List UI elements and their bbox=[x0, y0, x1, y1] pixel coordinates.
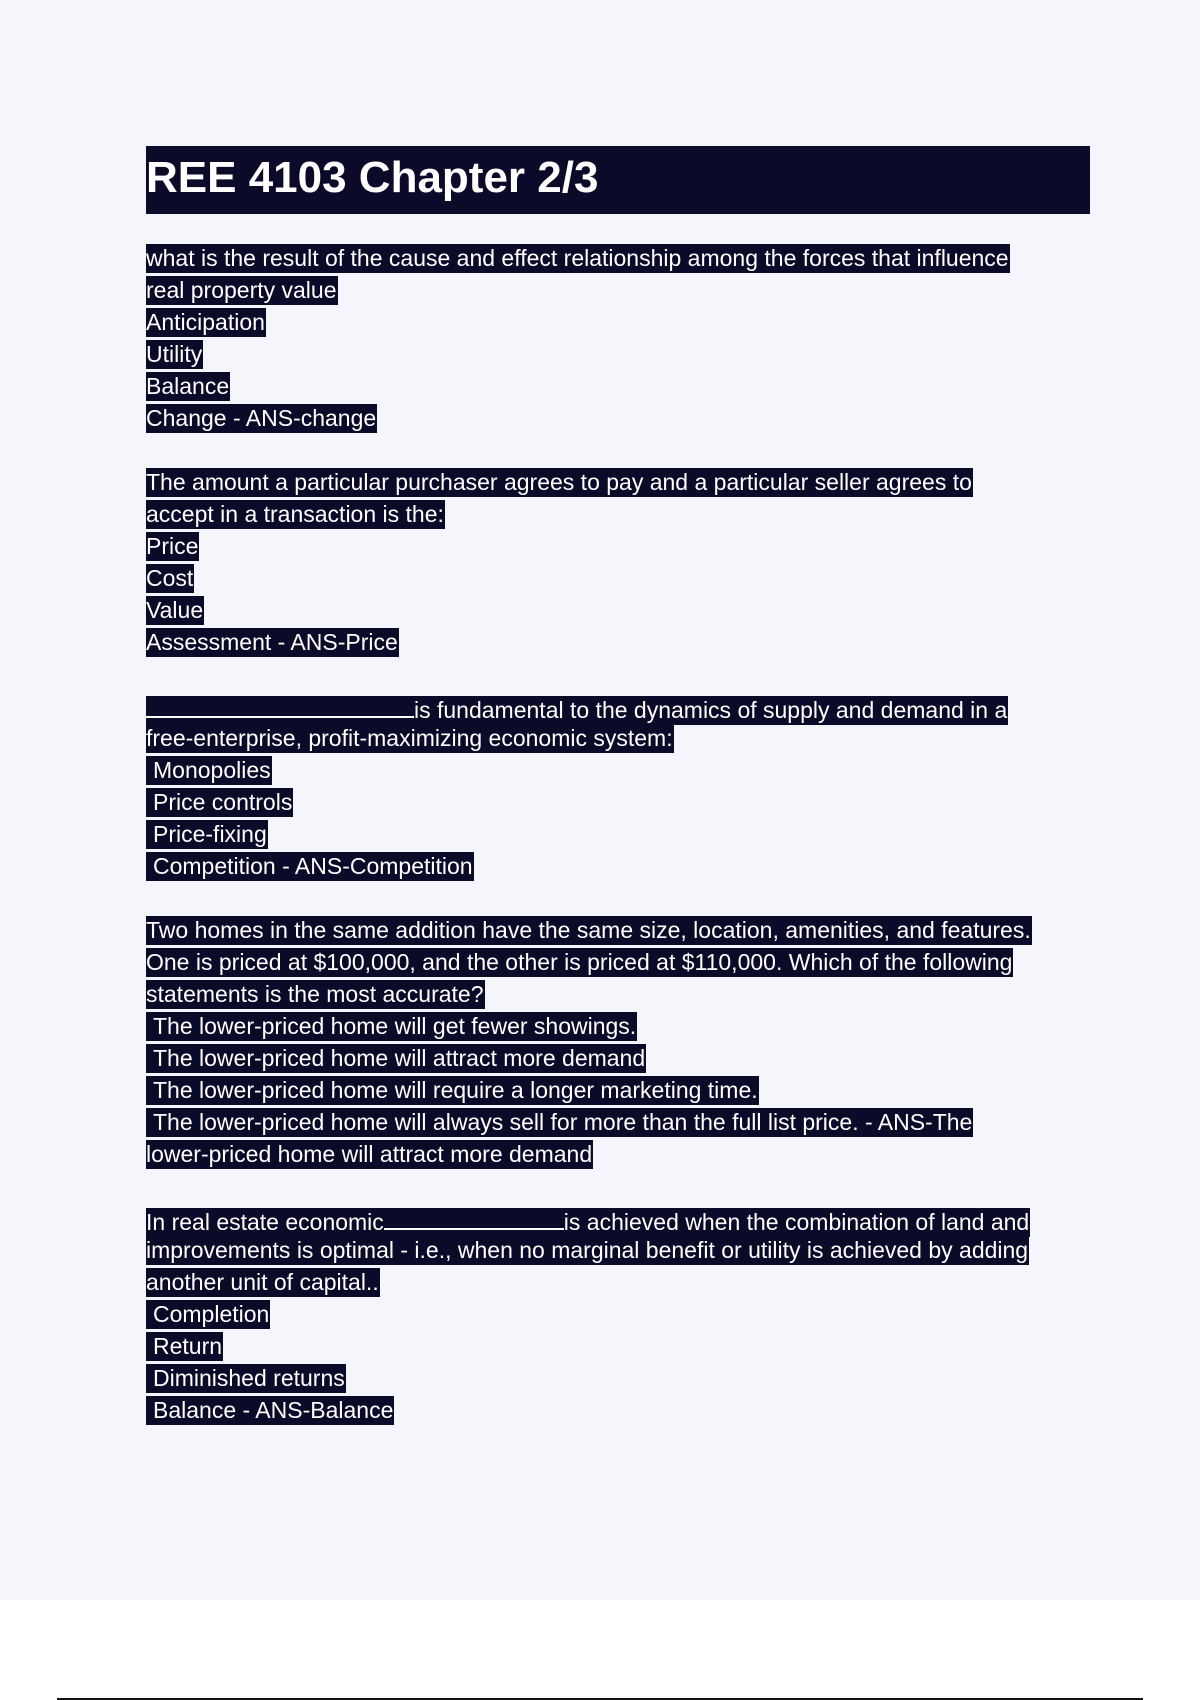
answer-option-with-answer: Change - ANS-change bbox=[146, 405, 377, 431]
question-block bbox=[146, 242, 1106, 434]
question-block bbox=[146, 1202, 1106, 1426]
answer-option: Diminished returns bbox=[146, 1364, 346, 1393]
question-block bbox=[146, 914, 1106, 1170]
question-text-line: accept in a transaction is the: bbox=[146, 501, 444, 527]
fill-in-blank bbox=[384, 1202, 564, 1230]
page-footer bbox=[0, 1600, 1200, 1700]
answer-option: Price bbox=[146, 533, 199, 559]
answer-option: Monopolies bbox=[146, 756, 272, 785]
answer-option: Completion bbox=[146, 1300, 270, 1329]
question-text-line: another unit of capital.. bbox=[146, 1269, 379, 1295]
question-text-line: what is the result of the cause and effect relationship among the forces that influence bbox=[146, 245, 1009, 271]
fill-in-blank bbox=[146, 690, 414, 718]
question-text-line: Two homes in the same addition have the same size, location, amenities, and features. bbox=[146, 917, 1031, 943]
question-text-after-blank: is fundamental to the dynamics of supply and demand in a bbox=[414, 697, 1008, 723]
answer-option-with-answer: Assessment - ANS-Price bbox=[146, 629, 398, 655]
question-text-before-blank: In real estate economic bbox=[146, 1209, 384, 1235]
answer-option: Cost bbox=[146, 565, 194, 591]
answer-option: Balance bbox=[146, 373, 230, 399]
answer-option-with-answer: The lower-priced home will always sell for more than the full list price. - ANS-The bbox=[146, 1108, 973, 1137]
answer-option: The lower-priced home will attract more demand bbox=[146, 1044, 646, 1073]
answer-option-with-answer: Balance - ANS-Balance bbox=[146, 1396, 394, 1425]
question-text-line bbox=[146, 696, 1008, 725]
answer-option: Value bbox=[146, 597, 204, 623]
document-title-bar bbox=[146, 146, 1090, 214]
question-text-line: statements is the most accurate? bbox=[146, 981, 484, 1007]
answer-option: Return bbox=[146, 1332, 223, 1361]
question-block bbox=[146, 690, 1106, 882]
answer-option: The lower-priced home will require a longer marketing time. bbox=[146, 1076, 759, 1105]
question-text-line: One is priced at $100,000, and the other is priced at $110,000. Which of the following bbox=[146, 949, 1013, 975]
question-text-line bbox=[146, 1208, 1030, 1237]
question-text-line: real property value bbox=[146, 277, 337, 303]
answer-option: Price-fixing bbox=[146, 820, 268, 849]
document-title: REE 4103 Chapter 2/3 bbox=[146, 153, 599, 202]
answer-option: Price controls bbox=[146, 788, 293, 817]
question-text-line: free-enterprise, profit-maximizing economic system: bbox=[146, 725, 673, 751]
question-text-line: improvements is optimal - i.e., when no marginal benefit or utility is achieved by adding bbox=[146, 1237, 1029, 1263]
question-block bbox=[146, 466, 1106, 658]
answer-option: Utility bbox=[146, 341, 203, 367]
question-text-line: The amount a particular purchaser agrees to pay and a particular seller agrees to bbox=[146, 469, 972, 495]
question-list bbox=[146, 242, 1106, 1458]
answer-option: Anticipation bbox=[146, 309, 265, 335]
question-text-after-blank: is achieved when the combination of land and bbox=[563, 1209, 1030, 1235]
answer-option: The lower-priced home will get fewer showings. bbox=[146, 1012, 637, 1041]
answer-continuation: lower-priced home will attract more demand bbox=[146, 1141, 593, 1167]
answer-option-with-answer: Competition - ANS-Competition bbox=[146, 852, 474, 881]
